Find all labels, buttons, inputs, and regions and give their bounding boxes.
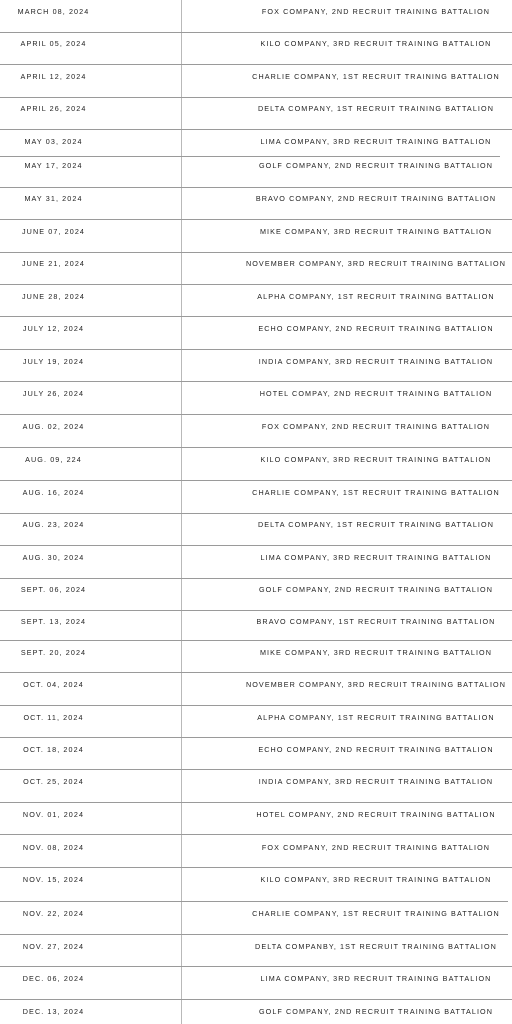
company-name: KILO COMPANY, 3RD RECRUIT TRAINING BATTALION [260, 39, 492, 48]
company-name: HOTEL COMPAY, 2ND RECRUIT TRAINING BATTALION [259, 389, 493, 398]
graduation-date: OCT. 11, 2024 [23, 713, 84, 722]
row-separator [0, 414, 512, 415]
company-name: HOTEL COMPANY, 2ND RECRUIT TRAINING BATTALION [256, 810, 496, 819]
company-name: KILO COMPANY, 3RD RECRUIT TRAINING BATTALION [260, 455, 492, 464]
company-name: FOX COMPANY, 2ND RECRUIT TRAINING BATTALION [261, 843, 491, 852]
company-name: BRAVO COMPANY, 1ST RECRUIT TRAINING BATTALION [256, 617, 496, 626]
row-separator [0, 769, 512, 770]
company-name: ALPHA COMPANY, 1ST RECRUIT TRAINING BATTALION [257, 713, 495, 722]
row-separator [0, 447, 512, 448]
graduation-date: JUNE 28, 2024 [21, 292, 86, 301]
row-separator [0, 999, 512, 1000]
company-name: CHARLIE COMPANY, 1ST RECRUIT TRAINING BATTALION [252, 909, 500, 918]
graduation-date: APRIL 26, 2024 [20, 104, 87, 113]
company-name: MIKE COMPANY, 3RD RECRUIT TRAINING BATTALION [259, 648, 493, 657]
graduation-date: NOV. 08, 2024 [22, 843, 85, 852]
company-name: CHARLIE COMPANY, 1ST RECRUIT TRAINING BATTALION [252, 72, 500, 81]
row-separator [0, 252, 512, 253]
company-name: GOLF COMPANY, 2ND RECRUIT TRAINING BATTALION [258, 1007, 494, 1016]
company-name: INDIA COMPANY, 3RD RECRUIT TRAINING BATTALION [258, 357, 494, 366]
graduation-date: MAY 03, 2024 [24, 137, 83, 146]
company-name: GOLF COMPANY, 2ND RECRUIT TRAINING BATTALION [258, 585, 494, 594]
graduation-date: MAY 17, 2024 [24, 161, 83, 170]
graduation-date: APRIL 12, 2024 [20, 72, 87, 81]
company-name: BRAVO COMPANY, 2ND RECRUIT TRAINING BATTALION [255, 194, 497, 203]
company-name: LIMA COMPANY, 3RD RECRUIT TRAINING BATTALION [260, 137, 492, 146]
row-separator [0, 934, 508, 935]
company-name: INDIA COMPANY, 3RD RECRUIT TRAINING BATTALION [258, 777, 494, 786]
row-separator [0, 867, 512, 868]
row-separator [0, 381, 512, 382]
row-separator [0, 316, 512, 317]
graduation-date: SEPT. 20, 2024 [20, 648, 87, 657]
row-separator [0, 64, 512, 65]
row-separator [0, 610, 512, 611]
row-separator [0, 32, 512, 33]
row-separator [0, 578, 512, 579]
row-separator [0, 156, 500, 157]
graduation-date: JULY 12, 2024 [22, 324, 85, 333]
graduation-date: AUG. 09, 224 [25, 455, 82, 464]
company-name: DELTA COMPANY, 1ST RECRUIT TRAINING BATTALION [257, 104, 494, 113]
graduation-date: DEC. 13, 2024 [22, 1007, 85, 1016]
company-name: ECHO COMPANY, 2ND RECRUIT TRAINING BATTALION [258, 745, 494, 754]
row-separator [0, 187, 512, 188]
graduation-date: AUG. 02, 2024 [22, 422, 85, 431]
company-name: MIKE COMPANY, 3RD RECRUIT TRAINING BATTALION [259, 227, 493, 236]
column-divider [181, 0, 182, 1024]
row-separator [0, 901, 508, 902]
row-separator [0, 966, 512, 967]
graduation-date: MARCH 08, 2024 [17, 7, 90, 16]
company-name: NOVEMBER COMPANY, 3RD RECRUIT TRAINING BATTALION [245, 259, 507, 268]
row-separator [0, 545, 512, 546]
company-name: ALPHA COMPANY, 1ST RECRUIT TRAINING BATTALION [257, 292, 495, 301]
graduation-date: SEPT. 13, 2024 [20, 617, 87, 626]
graduation-date: NOV. 15, 2024 [22, 875, 85, 884]
row-separator [0, 129, 512, 130]
row-separator [0, 284, 512, 285]
graduation-date: AUG. 23, 2024 [22, 520, 85, 529]
company-name: CHARLIE COMPANY, 1ST RECRUIT TRAINING BATTALION [252, 488, 500, 497]
graduation-date: JULY 19, 2024 [22, 357, 85, 366]
row-separator [0, 97, 512, 98]
company-name: LIMA COMPANY, 3RD RECRUIT TRAINING BATTALION [260, 974, 492, 983]
company-name: LIMA COMPANY, 3RD RECRUIT TRAINING BATTALION [260, 553, 492, 562]
graduation-date: NOV. 22, 2024 [22, 909, 85, 918]
graduation-date: DEC. 06, 2024 [22, 974, 85, 983]
row-separator [0, 640, 512, 641]
graduation-date: JUNE 21, 2024 [21, 259, 86, 268]
row-separator [0, 672, 512, 673]
row-separator [0, 737, 512, 738]
graduation-date: OCT. 04, 2024 [23, 680, 84, 689]
row-separator [0, 349, 512, 350]
graduation-date: JUNE 07, 2024 [21, 227, 86, 236]
company-name: DELTA COMPANBY, 1ST RECRUIT TRAINING BATTALION [255, 942, 497, 951]
graduation-date: NOV. 01, 2024 [22, 810, 85, 819]
row-separator [0, 513, 512, 514]
row-separator [0, 705, 512, 706]
row-separator [0, 834, 512, 835]
graduation-date: OCT. 25, 2024 [23, 777, 84, 786]
graduation-date: AUG. 30, 2024 [22, 553, 85, 562]
company-name: FOX COMPANY, 2ND RECRUIT TRAINING BATTALION [261, 7, 491, 16]
company-name: FOX COMPANY, 2ND RECRUIT TRAINING BATTALION [261, 422, 491, 431]
graduation-date: JULY 26, 2024 [22, 389, 85, 398]
graduation-date: NOV. 27, 2024 [22, 942, 85, 951]
row-separator [0, 480, 512, 481]
graduation-date: OCT. 18, 2024 [23, 745, 84, 754]
row-separator [0, 802, 512, 803]
row-separator [0, 219, 512, 220]
graduation-date: SEPT. 06, 2024 [20, 585, 87, 594]
company-name: NOVEMBER COMPANY, 3RD RECRUIT TRAINING BATTALION [245, 680, 507, 689]
graduation-date: APRIL 05, 2024 [20, 39, 87, 48]
company-name: DELTA COMPANY, 1ST RECRUIT TRAINING BATTALION [257, 520, 494, 529]
company-name: KILO COMPANY, 3RD RECRUIT TRAINING BATTALION [260, 875, 492, 884]
company-name: ECHO COMPANY, 2ND RECRUIT TRAINING BATTALION [258, 324, 494, 333]
graduation-date: AUG. 16, 2024 [22, 488, 85, 497]
graduation-date: MAY 31, 2024 [24, 194, 83, 203]
company-name: GOLF COMPANY, 2ND RECRUIT TRAINING BATTALION [258, 161, 494, 170]
